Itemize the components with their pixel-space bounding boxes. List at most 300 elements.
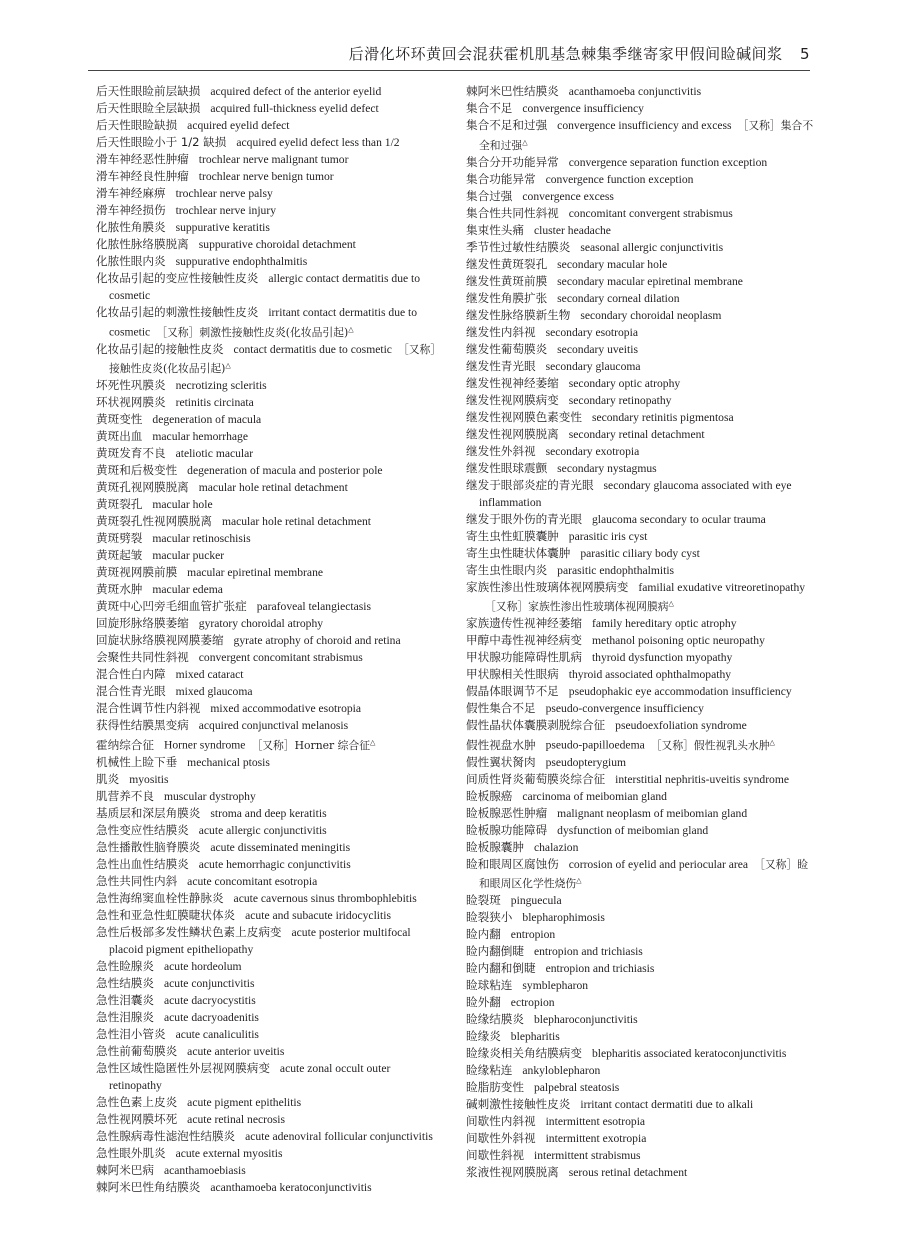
chinese-term: 急性变应性结膜炎 [96, 822, 189, 837]
english-term: intermittent strabismus [533, 1149, 641, 1163]
english-term: acute adenoviral follicular conjunctivitis [245, 1129, 433, 1143]
chinese-term: 碱刺激性接触性皮炎 [466, 1097, 571, 1112]
glossary-entry [96, 924, 446, 958]
english-term: pseudo-papilloedema [545, 738, 645, 752]
glossary-entry [96, 117, 446, 134]
chinese-term: 集束性头痛 [466, 222, 524, 237]
triangle-mark: △ [348, 325, 354, 333]
glossary-entry [466, 426, 818, 443]
english-term: trochlear nerve injury [175, 204, 277, 217]
english-term: blepharitis associated keratoconjunctivitis [591, 1047, 787, 1061]
chinese-term: 继发性黄斑前膜 [466, 273, 548, 288]
english-term: acute canaliculitis [175, 1027, 259, 1041]
glossary-entry [466, 324, 818, 341]
chinese-term: 集合过强 [466, 188, 513, 203]
alternate-name-text: ［又称］家族性渗出性玻璃体视网膜病 [485, 600, 669, 614]
english-term: acute disseminated meningitis [210, 840, 351, 854]
chinese-term: 环状视网膜炎 [96, 395, 166, 410]
chinese-term: 化妆品引起的变应性接触性皮炎 [96, 271, 259, 285]
glossary-entry [96, 856, 446, 873]
glossary-entry [96, 615, 446, 632]
english-term: gyrate atrophy of choroid and retina [233, 634, 401, 648]
chinese-term: 睑脂肪变性 [466, 1080, 524, 1095]
english-term: suppurative endophthalmitis [175, 255, 308, 268]
chinese-term: 睑裂狭小 [466, 910, 513, 925]
glossary-entry [96, 975, 446, 992]
chinese-term: 混合性调节性内斜视 [96, 701, 201, 716]
english-term: intermittent esotropia [545, 1115, 646, 1129]
chinese-term: 后天性眼睑缺损 [96, 118, 178, 132]
english-term: blepharitis [510, 1030, 560, 1044]
chinese-term: 集合不足和过强 [466, 118, 548, 132]
english-term: symblepharon [522, 979, 589, 993]
glossary-entry [466, 1096, 818, 1113]
english-term: intermittent exotropia [545, 1132, 647, 1146]
chinese-term: 肌炎 [96, 771, 120, 786]
glossary-entry [96, 873, 446, 890]
glossary-entry [96, 1162, 446, 1179]
english-term: retinitis circinata [175, 396, 254, 410]
english-term: acute hordeolum [163, 959, 242, 973]
glossary-entry [96, 649, 446, 666]
glossary-entry [466, 528, 818, 545]
glossary-entry [96, 547, 446, 564]
english-term: macular hole retinal detachment [221, 515, 371, 529]
english-term: secondary esotropia [545, 325, 638, 339]
glossary-entry [466, 83, 818, 100]
glossary-entry [96, 530, 446, 547]
glossary-entry [466, 477, 818, 511]
chinese-term: 继发于眼外伤的青光眼 [466, 511, 582, 526]
glossary-entry [466, 341, 818, 358]
glossary-entry [466, 700, 818, 717]
glossary-entry [96, 1128, 446, 1145]
english-term: muscular dystrophy [163, 789, 256, 803]
glossary-entry [96, 377, 446, 394]
glossary-entry [466, 392, 818, 409]
glossary-entry [96, 1179, 446, 1196]
english-term: blepharophimosis [522, 911, 605, 925]
glossary-entry [96, 185, 446, 202]
chinese-term: 继发性眼球震颤 [466, 460, 548, 475]
english-term: acute anterior uveitis [187, 1044, 285, 1058]
english-term: parafoveal telangiectasis [256, 600, 372, 614]
chinese-term: 急性后极部多发性鳞状色素上皮病变 [96, 924, 282, 939]
glossary-entry [96, 462, 446, 479]
glossary-entry [466, 615, 818, 632]
english-term: acute retinal necrosis [187, 1112, 286, 1126]
chinese-term: 急性区域性隐匿性外层视网膜病变 [96, 1060, 270, 1075]
chinese-term: 假性晶状体囊膜剥脱综合征 [466, 718, 606, 733]
glossary-entry [466, 943, 818, 960]
chinese-term: 寄生虫性睫状体囊肿 [466, 545, 571, 560]
chinese-term: 寄生虫性眼内炎 [466, 562, 548, 577]
glossary-entry [466, 892, 818, 909]
alternate-name [251, 739, 375, 752]
english-term: secondary retinal detachment [568, 427, 705, 441]
chinese-term: 继发性内斜视 [466, 324, 536, 339]
english-term: mixed glaucoma [175, 685, 253, 699]
chinese-term: 间质性肾炎葡萄膜炎综合征 [466, 771, 606, 786]
english-term: concomitant convergent strabismus [568, 206, 733, 220]
chinese-term: 睑裂斑 [466, 893, 501, 908]
chinese-term: 滑车神经良性肿瘤 [96, 169, 189, 183]
chinese-term: 假性集合不足 [466, 701, 536, 716]
english-term: acute hemorrhagic conjunctivitis [198, 857, 351, 871]
glossary-entry [466, 1028, 818, 1045]
glossary-entry [466, 805, 818, 822]
chinese-term: 黄斑和后极变性 [96, 463, 178, 478]
english-term: macular hole retinal detachment [198, 481, 348, 495]
chinese-term: 甲醇中毒性视神经病变 [466, 633, 582, 648]
glossary-entry [466, 754, 818, 771]
english-term: pseudopterygium [545, 755, 627, 769]
chinese-term: 混合性青光眼 [96, 684, 166, 699]
glossary-entry [96, 134, 446, 151]
chinese-term: 急性色素上皮炎 [96, 1094, 178, 1109]
english-term: acanthamoebiasis [163, 1163, 246, 1177]
english-term: acute dacryoadenitis [163, 1010, 259, 1024]
glossary-entry [466, 1113, 818, 1130]
english-term: macular edema [152, 583, 223, 597]
glossary-entry [466, 734, 818, 754]
english-term: trochlear nerve malignant tumor [198, 153, 349, 166]
glossary-entry [96, 168, 446, 185]
english-term: acquired conjunctival melanosis [198, 719, 349, 733]
chinese-term: 急性结膜炎 [96, 975, 154, 990]
english-term: acquired defect of the anterior eyelid [210, 85, 382, 98]
chinese-term: 急性泪小管炎 [96, 1026, 166, 1041]
chinese-term: 假性翼状胬肉 [466, 754, 536, 769]
chinese-term: 回旋状脉络膜视网膜萎缩 [96, 633, 224, 648]
glossary-entry [466, 511, 818, 528]
glossary-entry [466, 1011, 818, 1028]
glossary-entry [466, 443, 818, 460]
chinese-term: 集合性共同性斜视 [466, 205, 559, 220]
glossary-entry [96, 219, 446, 236]
english-term: acute cavernous sinus thrombophlebitis [233, 891, 417, 905]
english-term: mixed accommodative esotropia [210, 702, 362, 716]
english-term: macular epiretinal membrane [187, 566, 324, 580]
english-term: acute posterior multifocal placoid pigment epitheliopathy [109, 925, 411, 956]
chinese-term: 间歇性斜视 [466, 1148, 524, 1163]
glossary-entry [466, 545, 818, 562]
glossary-entry [466, 358, 818, 375]
triangle-mark: △ [576, 876, 582, 885]
chinese-term: 混合性白内障 [96, 667, 166, 682]
chinese-term: 机械性上睑下垂 [96, 754, 178, 769]
chinese-term: 浆液性视网膜脱离 [466, 1165, 559, 1180]
chinese-term: 睑缘炎相关角结膜病变 [466, 1046, 582, 1061]
chinese-term: 急性共同性内斜 [96, 873, 178, 888]
running-head [349, 43, 810, 64]
chinese-term: 黄斑视网膜前膜 [96, 565, 178, 580]
chinese-term: 化脓性眼内炎 [96, 254, 166, 268]
english-term: chalazion [533, 840, 579, 854]
glossary-entry [466, 154, 818, 171]
english-term: glaucoma secondary to ocular trauma [591, 512, 766, 526]
chinese-term: 睑缘结膜炎 [466, 1012, 524, 1027]
chinese-term: 滑车神经损伤 [96, 203, 166, 217]
chinese-term: 化妆品引起的接触性皮炎 [96, 341, 224, 356]
glossary-entry [466, 273, 818, 290]
english-term: convergence insufficiency [522, 102, 644, 115]
glossary-entry [466, 839, 818, 856]
glossary-entry [96, 666, 446, 683]
chinese-term: 继发性黄斑裂孔 [466, 256, 548, 271]
glossary-entry [96, 839, 446, 856]
english-term: macular pucker [152, 549, 225, 563]
glossary-entry [466, 290, 818, 307]
chinese-term: 会聚性共同性斜视 [96, 650, 189, 665]
english-term: acanthamoeba conjunctivitis [568, 85, 702, 98]
english-term: methanol poisoning optic neuropathy [591, 634, 765, 648]
glossary-entry [96, 253, 446, 270]
english-term: acute external myositis [175, 1146, 283, 1160]
english-term: convergence function exception [545, 172, 694, 186]
glossary-entry [96, 1060, 446, 1094]
english-term: macular hole [152, 498, 213, 512]
glossary-entry [96, 100, 446, 117]
chinese-term: 急性泪囊炎 [96, 992, 154, 1007]
glossary-entry [96, 581, 446, 598]
chinese-term: 棘阿米巴性结膜炎 [466, 84, 559, 98]
english-term: degeneration of macula [152, 413, 262, 427]
english-term: suppurative choroidal detachment [198, 238, 356, 251]
english-term: corrosion of eyelid and periocular area [568, 857, 749, 871]
english-term: trochlear nerve palsy [175, 187, 273, 200]
glossary-entry [96, 992, 446, 1009]
chinese-term: 急性和亚急性虹膜睫状体炎 [96, 907, 236, 922]
english-term: secondary corneal dilation [557, 291, 680, 305]
english-term: acanthamoeba keratoconjunctivitis [210, 1180, 372, 1194]
glossary-entry [96, 1043, 446, 1060]
english-term: parasitic iris cyst [568, 529, 648, 543]
chinese-term: 间歇性外斜视 [466, 1131, 536, 1146]
triangle-mark: △ [769, 738, 775, 747]
glossary-entry [96, 632, 446, 649]
right-column [466, 83, 818, 1181]
chinese-term: 后天性眼睑小于 1/2 缺损 [96, 135, 227, 149]
chinese-term: 继发性视网膜病变 [466, 392, 559, 407]
chinese-term: 继发性青光眼 [466, 358, 536, 373]
chinese-term: 假晶体眼调节不足 [466, 684, 559, 699]
english-term: secondary retinopathy [568, 393, 672, 407]
glossary-entry [466, 666, 818, 683]
chinese-term: 继发性角膜扩张 [466, 290, 548, 305]
english-term: convergence insufficiency and excess [557, 119, 732, 132]
chinese-term: 睑板腺恶性肿瘤 [466, 805, 548, 820]
english-term: acquired eyelid defect [187, 119, 290, 132]
english-term: pseudophakic eye accommodation insufficiency [568, 685, 792, 699]
glossary-entry [96, 683, 446, 700]
chinese-term: 黄斑孔视网膜脱离 [96, 480, 189, 495]
alternate-name-text: ［又称］睑和眼周区化学性烧伤 [479, 857, 809, 891]
chinese-term: 黄斑裂孔性视网膜脱离 [96, 514, 212, 529]
alternate-name [156, 326, 353, 339]
chinese-term: 睑球粘连 [466, 978, 513, 993]
glossary-entry [96, 236, 446, 253]
glossary-entry [466, 562, 818, 579]
page-number: 5 [799, 45, 810, 63]
chinese-term: 睑和眼周区腐蚀伤 [466, 856, 559, 871]
glossary-entry [466, 307, 818, 324]
glossary-entry [96, 890, 446, 907]
glossary-entry [466, 222, 818, 239]
glossary-entry [466, 256, 818, 273]
glossary-entry [466, 409, 818, 426]
glossary-entry [96, 513, 446, 530]
chinese-term: 急性眼外肌炎 [96, 1145, 166, 1160]
chinese-term: 睑板腺功能障碍 [466, 822, 548, 837]
english-term: familial exudative vitreoretinopathy [638, 580, 806, 594]
english-term: trochlear nerve benign tumor [198, 170, 334, 183]
english-term: Horner syndrome [163, 738, 246, 752]
glossary-entry [96, 1094, 446, 1111]
english-term: secondary optic atrophy [568, 376, 681, 390]
glossary-entry [96, 717, 446, 734]
chinese-term: 黄斑劈裂 [96, 531, 143, 546]
english-term: palpebral steatosis [533, 1081, 620, 1095]
glossary-entry [96, 445, 446, 462]
chinese-term: 化脓性脉络膜脱离 [96, 237, 189, 251]
chinese-term: 获得性结膜黑变病 [96, 718, 189, 733]
english-term: gyratory choroidal atrophy [198, 617, 324, 631]
english-term: acute concomitant esotropia [187, 874, 318, 888]
chinese-term: 寄生虫性虹膜囊肿 [466, 528, 559, 543]
chinese-term: 继发性外斜视 [466, 443, 536, 458]
english-term: macular retinoschisis [152, 532, 251, 546]
chinese-term: 继发性脉络膜新生物 [466, 307, 571, 322]
page-header [88, 44, 810, 71]
alternate-name-text: ［又称］集合不全和过强 [479, 119, 814, 152]
glossary-entry [466, 1045, 818, 1062]
chinese-term: 黄斑起皱 [96, 548, 143, 563]
triangle-mark: △ [370, 738, 376, 747]
glossary-entry [466, 1079, 818, 1096]
english-term: carcinoma of meibomian gland [522, 789, 667, 803]
chinese-term: 睑内翻倒睫 [466, 944, 524, 959]
glossary-entry [96, 479, 446, 496]
chinese-term: 睑内翻 [466, 927, 501, 942]
left-column [96, 83, 446, 1196]
english-term: entropion and trichiasis [533, 945, 643, 959]
glossary-entry [96, 83, 446, 100]
glossary-entry [466, 205, 818, 222]
glossary-entry [96, 822, 446, 839]
chinese-term: 继发性视网膜脱离 [466, 426, 559, 441]
english-term: allergic contact dermatitis due to cosmetic [109, 272, 421, 302]
glossary-entry [96, 151, 446, 168]
triangle-mark: △ [225, 361, 231, 370]
chinese-term: 急性出血性结膜炎 [96, 856, 189, 871]
chinese-term: 黄斑出血 [96, 429, 143, 444]
english-term: acquired full-thickness eyelid defect [210, 102, 379, 115]
glossary-entry [466, 822, 818, 839]
glossary-entry [466, 926, 818, 943]
english-term: convergence separation function exception [568, 155, 768, 169]
chinese-term: 霍纳综合征 [96, 737, 154, 752]
chinese-term: 睑板腺囊肿 [466, 839, 524, 854]
english-term: myositis [129, 772, 169, 786]
glossary-entry [96, 1026, 446, 1043]
chinese-term: 睑缘炎 [466, 1029, 501, 1044]
glossary-entry [96, 341, 446, 378]
glossary-entry [96, 411, 446, 428]
english-term: interstitial nephritis-uveitis syndrome [615, 772, 790, 786]
chinese-term: 季节性过敏性结膜炎 [466, 239, 571, 254]
english-term: pinguecula [510, 894, 562, 908]
english-term: acute conjunctivitis [163, 976, 255, 990]
running-head-characters: 后滑化坏环黄回会混获霍机肌基急棘集季继寄家甲假间睑碱间浆 [348, 45, 783, 63]
english-term: acute and subacute iridocyclitis [245, 908, 391, 922]
glossary-entry [466, 994, 818, 1011]
chinese-term: 化妆品引起的刺激性接触性皮炎 [96, 305, 259, 319]
glossary-entry [96, 496, 446, 513]
english-term: cluster headache [533, 223, 611, 237]
english-term: secondary retinitis pigmentosa [591, 410, 734, 424]
english-term: secondary nystagmus [557, 461, 657, 475]
english-term: irritant contact dermatitis due to cosmetic [109, 306, 418, 339]
chinese-term: 集合功能异常 [466, 171, 536, 186]
chinese-term: 假性视盘水肿 [466, 737, 536, 752]
glossary-entry [466, 1147, 818, 1164]
english-term: malignant neoplasm of meibomian gland [557, 806, 748, 820]
chinese-term: 黄斑水肿 [96, 582, 143, 597]
glossary-entry [466, 171, 818, 188]
chinese-term: 后天性眼睑前层缺损 [96, 84, 201, 98]
english-term: pseudoexfoliation syndrome [615, 719, 747, 733]
glossary-entry [466, 856, 818, 893]
english-term: stroma and deep keratitis [210, 806, 327, 820]
glossary-entry [466, 188, 818, 205]
english-term: contact dermatitis due to cosmetic [233, 342, 392, 356]
chinese-term: 睑内翻和倒睫 [466, 961, 536, 976]
english-term: macular hemorrhage [152, 430, 248, 444]
chinese-term: 急性腺病毒性滤泡性结膜炎 [96, 1128, 236, 1143]
chinese-term: 继发于眼部炎症的青光眼 [466, 477, 594, 492]
chinese-term: 家族性渗出性玻璃体视网膜病变 [466, 579, 629, 594]
glossary-entry [466, 909, 818, 926]
glossary-entry [466, 1062, 818, 1079]
chinese-term: 急性泪腺炎 [96, 1009, 154, 1024]
glossary-entry [96, 394, 446, 411]
glossary-entry [96, 958, 446, 975]
glossary-entry [466, 788, 818, 805]
english-term: dysfunction of meibomian gland [557, 823, 709, 837]
english-term: parasitic endophthalmitis [557, 563, 675, 577]
glossary-entry [96, 564, 446, 581]
chinese-term: 急性睑腺炎 [96, 958, 154, 973]
chinese-term: 甲状腺相关性眼病 [466, 667, 559, 682]
glossary-entry [96, 907, 446, 924]
glossary-entry [96, 805, 446, 822]
chinese-term: 化脓性角膜炎 [96, 220, 166, 234]
english-term: secondary macular epiretinal membrane [557, 274, 743, 288]
glossary-entry [466, 632, 818, 649]
english-term: ectropion [510, 996, 555, 1010]
glossary-entry [96, 754, 446, 771]
alternate-name [485, 600, 674, 613]
glossary-entry [466, 649, 818, 666]
chinese-term: 家族遗传性视神经萎缩 [466, 616, 582, 631]
english-term: mechanical ptosis [187, 755, 270, 769]
english-term: acquired eyelid defect less than 1/2 [236, 136, 400, 149]
glossary-entry [466, 1164, 818, 1181]
english-term: secondary exotropia [545, 444, 640, 458]
english-term: entropion and trichiasis [545, 962, 655, 976]
alternate-name-text: ［又称］Horner 综合征 [251, 738, 371, 752]
